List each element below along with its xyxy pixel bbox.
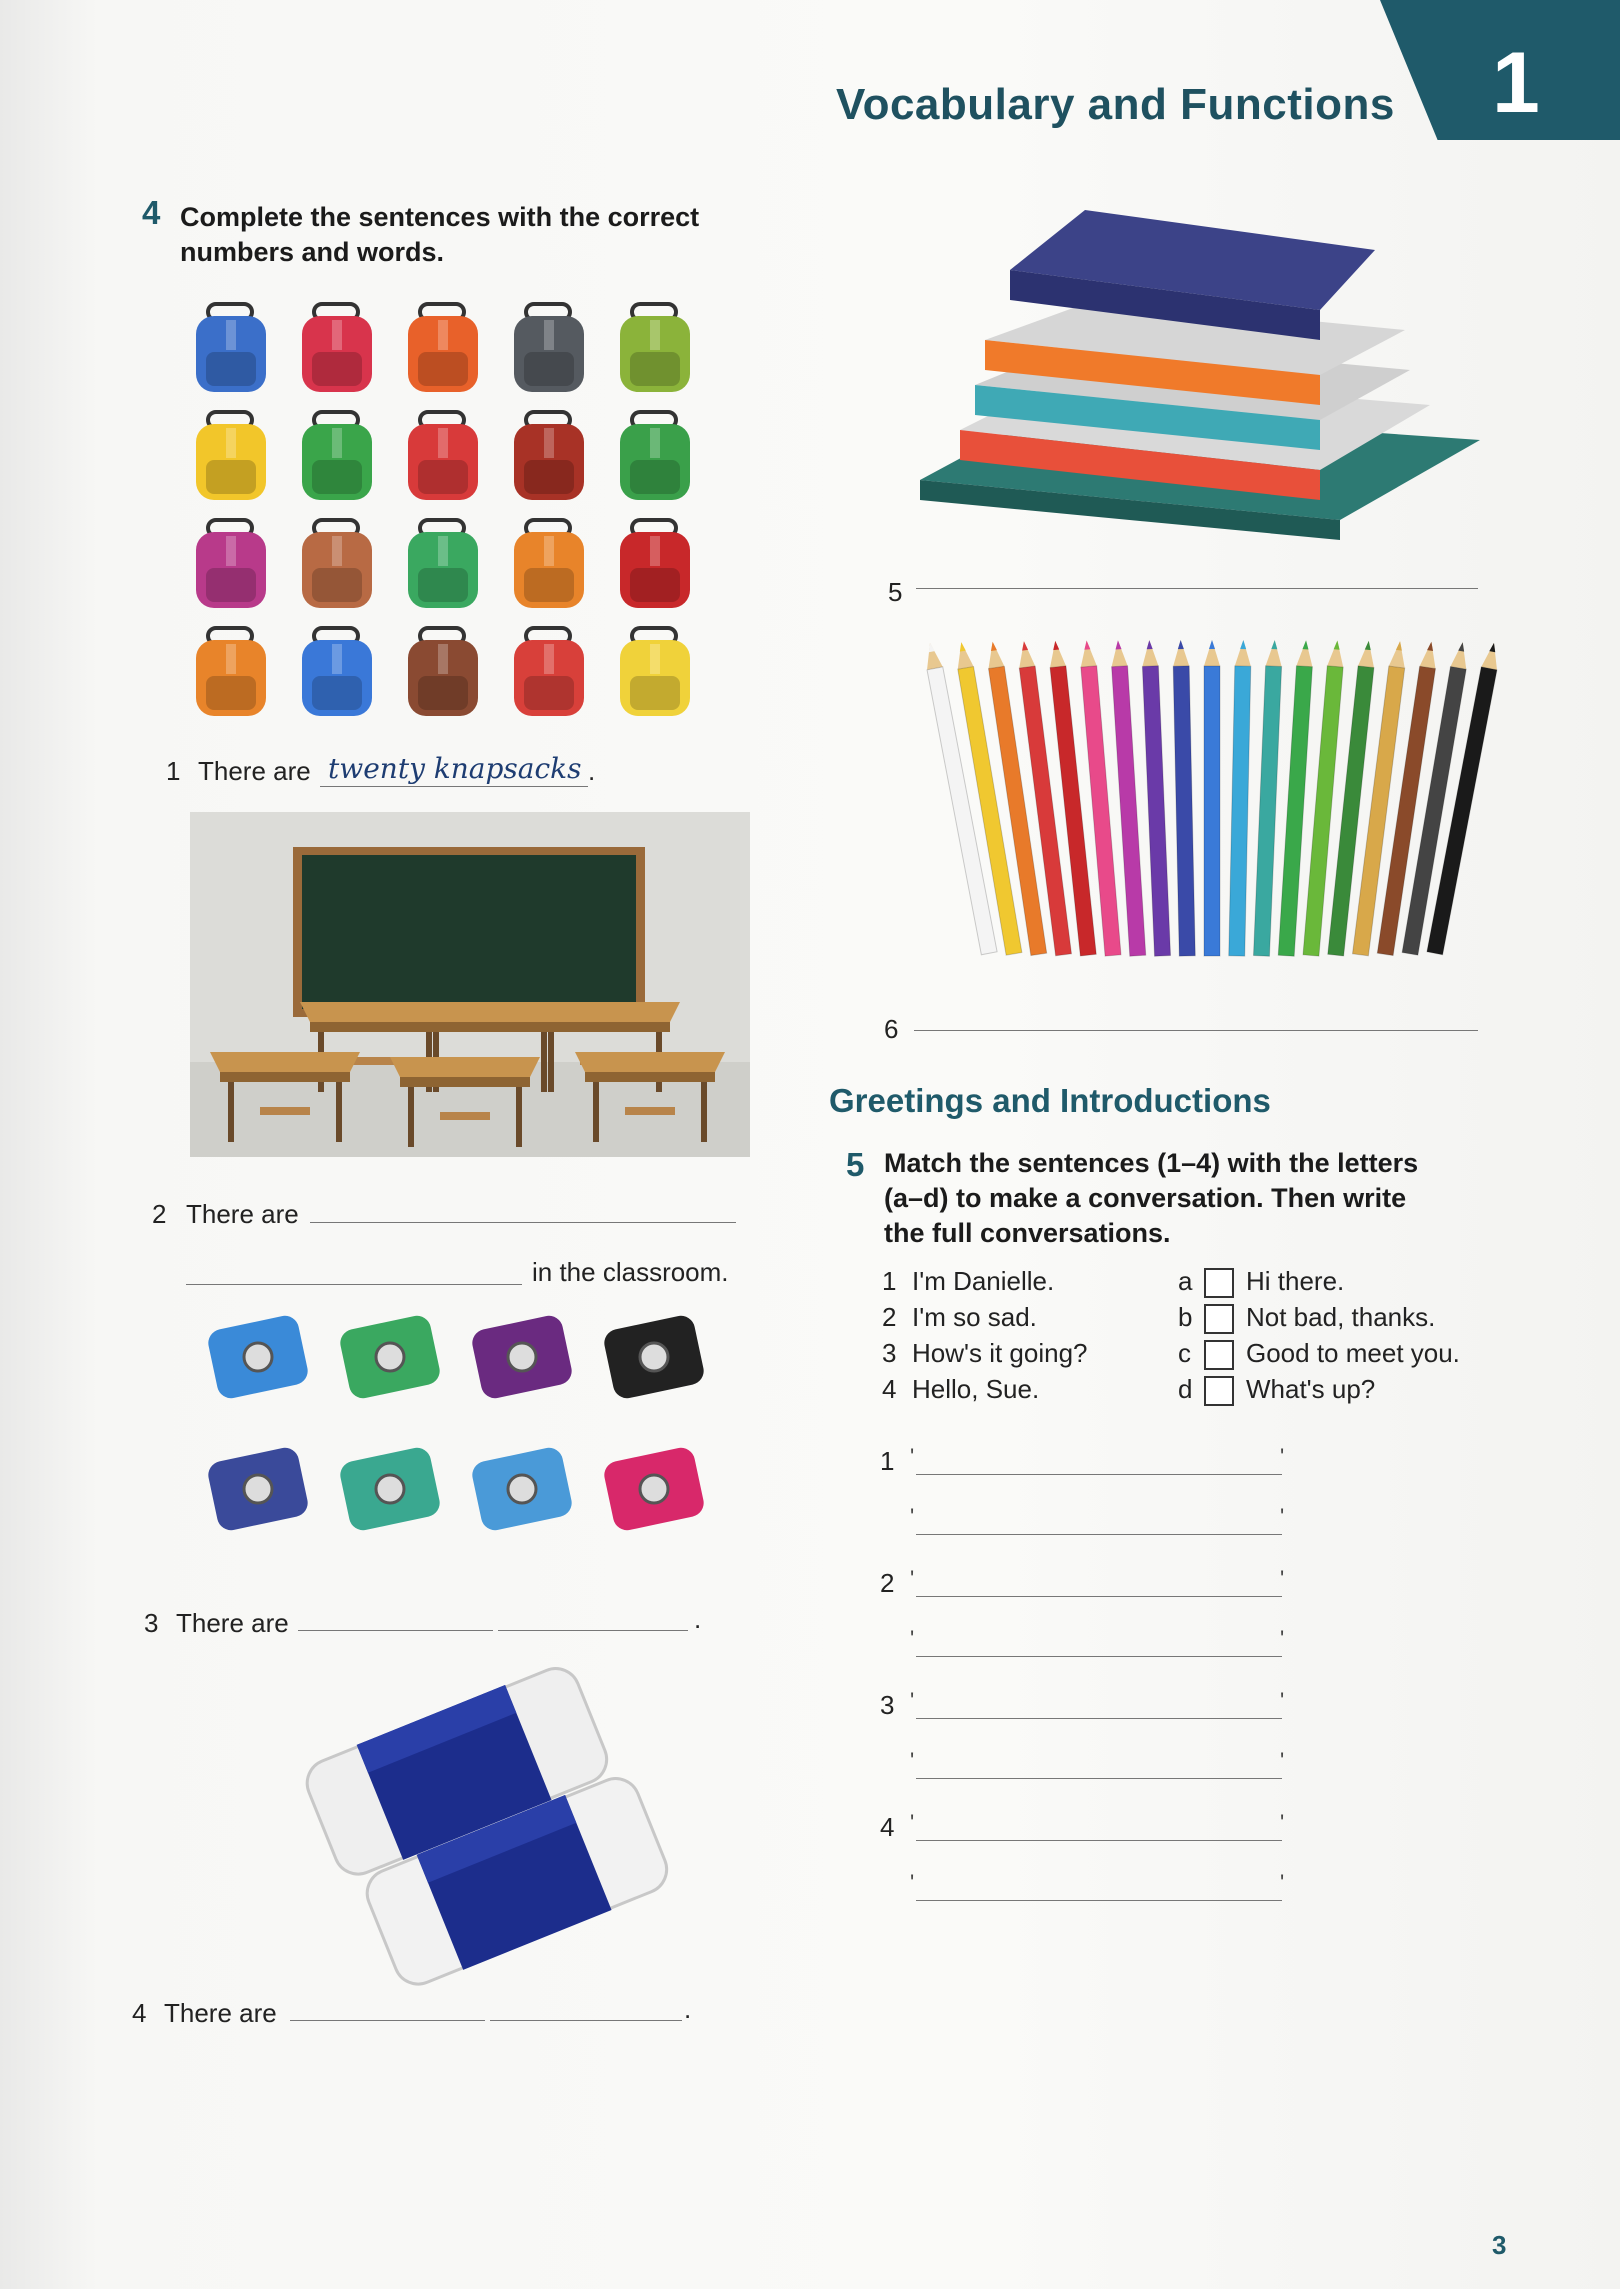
match-box-a[interactable] bbox=[1204, 1268, 1234, 1298]
sentence-3-text: How's it going? bbox=[912, 1338, 1088, 1368]
item-4-suffix: . bbox=[684, 1994, 692, 2024]
opening-quote-mark: ' bbox=[910, 1504, 915, 1529]
conversation-answer-line[interactable] bbox=[916, 1778, 1282, 1779]
knapsack bbox=[514, 304, 584, 392]
knapsack bbox=[408, 304, 478, 392]
closing-quote-mark: ' bbox=[1280, 1444, 1285, 1469]
opening-quote-mark: ' bbox=[910, 1626, 915, 1651]
knapsack bbox=[196, 520, 266, 608]
colored-pencil bbox=[1141, 640, 1170, 956]
conversation-answer-line[interactable] bbox=[916, 1900, 1282, 1901]
item-4-number: 4 bbox=[132, 1998, 147, 2028]
pencil-sharpener bbox=[206, 1313, 311, 1401]
knapsack bbox=[514, 520, 584, 608]
item-3-suffix: . bbox=[694, 1604, 702, 1634]
item-1-suffix: . bbox=[588, 756, 596, 786]
match-box-b[interactable] bbox=[1204, 1304, 1234, 1334]
unit-number: 1 bbox=[1492, 35, 1540, 131]
letter-a-text: Hi there. bbox=[1246, 1266, 1345, 1296]
knapsack bbox=[620, 304, 690, 392]
pencil-sharpener bbox=[338, 1445, 443, 1533]
letter-b-label: b bbox=[1178, 1302, 1193, 1332]
section-title: Greetings and Introductions bbox=[829, 1082, 1271, 1119]
item-3-answer-line-2[interactable] bbox=[498, 1630, 688, 1631]
item-1-answer-line[interactable] bbox=[320, 786, 588, 787]
item-2-answer-line-1[interactable] bbox=[310, 1222, 736, 1223]
sentence-2-text: I'm so sad. bbox=[912, 1302, 1037, 1332]
conversation-answer-line[interactable] bbox=[916, 1596, 1282, 1597]
conversation-answer-line[interactable] bbox=[916, 1474, 1282, 1475]
closing-quote-mark: ' bbox=[1280, 1748, 1285, 1773]
knapsack bbox=[196, 628, 266, 716]
knapsack bbox=[196, 412, 266, 500]
letter-b-text: Not bad, thanks. bbox=[1246, 1302, 1436, 1332]
pencil-sharpener bbox=[602, 1313, 707, 1401]
pencil-sharpener bbox=[602, 1445, 707, 1533]
exercise-4-instruction-line-1: Complete the sentences with the correct bbox=[180, 202, 700, 232]
item-1-number: 1 bbox=[166, 756, 181, 786]
item-6-answer-line[interactable] bbox=[914, 1030, 1478, 1031]
sharpeners-image bbox=[200, 1300, 740, 1570]
conversation-answer-line[interactable] bbox=[916, 1534, 1282, 1535]
opening-quote-mark: ' bbox=[910, 1810, 915, 1835]
conversation-answer-line[interactable] bbox=[916, 1840, 1282, 1841]
item-5-number: 5 bbox=[888, 577, 903, 607]
opening-quote-mark: ' bbox=[910, 1566, 915, 1591]
page-number: 3 bbox=[1492, 2230, 1507, 2260]
letter-c-text: Good to meet you. bbox=[1246, 1338, 1460, 1368]
opening-quote-mark: ' bbox=[910, 1748, 915, 1773]
knapsack bbox=[620, 628, 690, 716]
sentence-3-number: 3 bbox=[882, 1338, 897, 1368]
conversation-answer-line[interactable] bbox=[916, 1718, 1282, 1719]
exercise-4-number: 4 bbox=[142, 194, 161, 231]
erasers-image bbox=[260, 1660, 720, 1960]
opening-quote-mark: ' bbox=[910, 1870, 915, 1895]
item-4-answer-line-1[interactable] bbox=[290, 2020, 485, 2021]
knapsack bbox=[302, 304, 372, 392]
exercise-5-number: 5 bbox=[846, 1146, 865, 1183]
conversation-3-number: 3 bbox=[880, 1690, 895, 1720]
closing-quote-mark: ' bbox=[1280, 1566, 1285, 1591]
letter-c-label: c bbox=[1178, 1338, 1191, 1368]
opening-quote-mark: ' bbox=[910, 1444, 915, 1469]
match-box-d[interactable] bbox=[1204, 1376, 1234, 1406]
sentence-2-number: 2 bbox=[882, 1302, 897, 1332]
colored-pencil bbox=[1229, 640, 1252, 956]
knapsack bbox=[408, 520, 478, 608]
item-1-answer: twenty knapsacks bbox=[328, 752, 582, 785]
knapsack bbox=[196, 304, 266, 392]
opening-quote-mark: ' bbox=[910, 1688, 915, 1713]
sentence-4-text: Hello, Sue. bbox=[912, 1374, 1040, 1404]
colored-pencil bbox=[1173, 640, 1196, 956]
colored-pencil bbox=[1253, 640, 1282, 956]
closing-quote-mark: ' bbox=[1280, 1810, 1285, 1835]
item-3-prefix: There are bbox=[176, 1608, 289, 1638]
closing-quote-mark: ' bbox=[1280, 1870, 1285, 1895]
exercise-5-instruction-line-1: Match the sentences (1–4) with the letters bbox=[884, 1148, 1419, 1178]
sentence-1-text: I'm Danielle. bbox=[912, 1266, 1055, 1296]
knapsack bbox=[514, 628, 584, 716]
pencil-sharpener bbox=[206, 1445, 311, 1533]
item-4-answer-line-2[interactable] bbox=[490, 2020, 682, 2021]
item-2-suffix: in the classroom. bbox=[532, 1257, 729, 1287]
page-heading: Vocabulary and Functions bbox=[836, 80, 1395, 129]
exercise-5-instruction-line-2: (a–d) to make a conversation. Then write bbox=[884, 1183, 1407, 1213]
exercise-4-instruction-line-2: numbers and words. bbox=[180, 237, 445, 267]
pencil-sharpener bbox=[338, 1313, 443, 1401]
sentence-1-number: 1 bbox=[882, 1266, 897, 1296]
knapsack bbox=[302, 520, 372, 608]
knapsack bbox=[620, 520, 690, 608]
item-2-answer-line-2[interactable] bbox=[186, 1284, 522, 1285]
conversation-1-number: 1 bbox=[880, 1446, 895, 1476]
item-3-answer-line-1[interactable] bbox=[298, 1630, 493, 1631]
pencil-sharpener bbox=[470, 1313, 575, 1401]
sentence-4-number: 4 bbox=[882, 1374, 897, 1404]
item-2-prefix: There are bbox=[186, 1199, 299, 1229]
item-1-prefix: There are bbox=[198, 756, 311, 786]
knapsack bbox=[302, 628, 372, 716]
classroom-image bbox=[190, 812, 750, 1157]
item-6-number: 6 bbox=[884, 1014, 899, 1044]
books-image bbox=[900, 180, 1500, 540]
closing-quote-mark: ' bbox=[1280, 1626, 1285, 1651]
letter-a-label: a bbox=[1178, 1266, 1193, 1296]
knapsack bbox=[408, 628, 478, 716]
knapsack bbox=[620, 412, 690, 500]
pencil-sharpener bbox=[470, 1445, 575, 1533]
item-5-answer-line[interactable] bbox=[916, 588, 1478, 589]
exercise-5-instruction-line-3: the full conversations. bbox=[884, 1218, 1171, 1248]
closing-quote-mark: ' bbox=[1280, 1504, 1285, 1529]
colored-pencil bbox=[1204, 640, 1220, 956]
letter-d-text: What's up? bbox=[1246, 1374, 1376, 1404]
knapsack bbox=[514, 412, 584, 500]
letter-d-label: d bbox=[1178, 1374, 1193, 1404]
knapsacks-image bbox=[190, 300, 710, 730]
knapsack bbox=[408, 412, 478, 500]
item-2-number: 2 bbox=[152, 1199, 167, 1229]
closing-quote-mark: ' bbox=[1280, 1688, 1285, 1713]
colored-pencils-image bbox=[930, 640, 1490, 970]
conversation-2-number: 2 bbox=[880, 1568, 895, 1598]
conversation-answer-line[interactable] bbox=[916, 1656, 1282, 1657]
conversation-4-number: 4 bbox=[880, 1812, 895, 1842]
knapsack bbox=[302, 412, 372, 500]
match-box-c[interactable] bbox=[1204, 1340, 1234, 1370]
item-3-number: 3 bbox=[144, 1608, 159, 1638]
item-4-prefix: There are bbox=[164, 1998, 277, 2028]
